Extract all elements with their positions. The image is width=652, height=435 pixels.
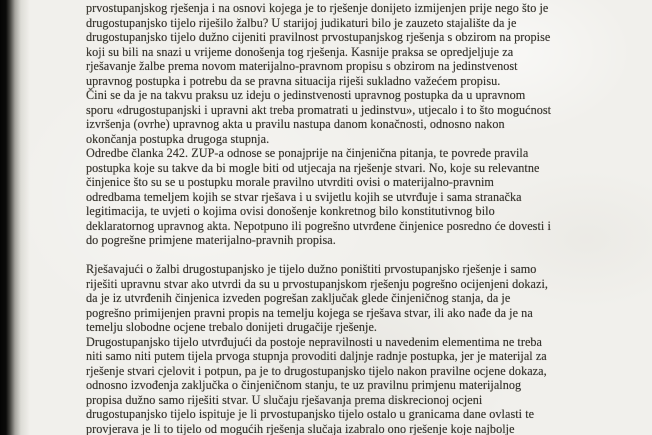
text-line: Odredbe članka 242. ZUP-a odnose se ponajprije na činjenična pitanja, te povrede pravila <box>86 146 529 160</box>
text-line: odnosno izvođenja zaključka o činjeničnom stanju, te uz pravilnu primjenu materijalnog <box>86 378 522 392</box>
text-line: rješenje stvari cjelovit i potpun, pa je to drugostupanjsko tijelo nakon pravilne ocjene dokaza, <box>86 363 547 378</box>
blank-line <box>86 248 622 263</box>
text-line: Drugostupanjsko tijelo utvrđujući da postoje nepravilnosti u navedenim elementima ne treba <box>86 334 543 349</box>
text-line: propisa dužno samo riješiti stvar. U slučaju rješavanja prema diskrecionoj ocjeni <box>86 392 483 407</box>
text-line: Rješavajući o žalbi drugostupanjsko je tijelo dužno poništiti prvostupanjsko rješenje i samo <box>86 262 537 276</box>
text-line: koji su bili na snazi u vrijeme donošenja tog rješenja. Kasnije praksa se opredjeljuje za <box>86 44 514 59</box>
text-line: okončanja postupka drugoga stupnja. <box>86 131 270 146</box>
text-line: upravnog postupka i potrebu da se pravna situacija riješi sukladno važećem propisu. <box>86 73 501 88</box>
text-line: provjerava je li to tijelo od mogućih rješenja slučaja izabralo ono rješenje koje najbolje <box>86 421 515 435</box>
text-line: činjenice što su se u postupku morale pravilno utvrditi ovisi o materijalno-pravnim <box>86 175 494 189</box>
text-line: niti samo niti putem tijela prvoga stupnja provoditi daljnje radnje postupka, jer je materijal za <box>86 349 547 363</box>
text-line: da je iz utvrđenih činjenica izveden pogrešan zaključak glede činjeničnog stanja, da je <box>86 291 511 305</box>
text-line: legitimacija, te uvjeti o kojima ovisi donošenje konkretnog bilo konstitutivnog bilo <box>86 204 495 218</box>
text-line: Čini se da je na takvu praksu uz ideju o jedinstvenosti upravnog postupka da u upravnom <box>86 88 526 102</box>
text-line: drugostupanjsko tijelo dužno cijeniti pravilnost prvostupanjskog rješenja s obzirom na propise <box>86 30 551 44</box>
text-line: drugostupanjsko tijelo ispituje je li prvostupanjsko tijelo ostalo u granicama dane ovlasti te <box>86 407 535 421</box>
text-line: drugostupanjsko tijelo riješilo žalbu? U starijoj judikaturi bilo je zauzeto stajalište da je <box>86 15 517 30</box>
scan-gutter-shadow <box>0 0 34 435</box>
document-text <box>86 1 622 435</box>
text-line: postupka koje su takve da bi mogle biti od utjecaja na rješenje stvari. No, koje su relevantne <box>86 160 540 175</box>
text-line: sporu «drugostupanjski i upravni akt treba promatrati u jedinstvu», utjecalo i to što mogućnost <box>86 102 552 117</box>
text-line: prvostupanjskog rješenja i na osnovi kojega je to rješenje donijeto izmijenjen prije nego što je <box>86 1 549 15</box>
text-line: temelju slobodne ocjene trebalo donijeti drugačije rješenje. <box>86 320 377 334</box>
text-line: odredbama temeljem kojih se stvar rješava i u svijetlu kojih se utvrđuje i sama stranačka <box>86 189 522 204</box>
text-line: rješavanje žalbe prema novom materijalno-pravnom propisu s obzirom na jedinstvenost <box>86 59 518 73</box>
text-line: riješiti upravnu stvar ako utvrdi da su u prvostupanjskom rješenju pogrešno ocijenjeni dokazi, <box>86 276 548 291</box>
text-line: deklaratornog upravnog akta. Nepotpuno ili pogrešno utvrđene činjenice posredno će dovesti i <box>86 218 551 233</box>
text-line: izvršenja (ovrhe) upravnog akta u pravilu nastupa danom konačnosti, odnosno nakon <box>86 117 505 131</box>
text-line: do pogrešne primjene materijalno-pravnih propisa. <box>86 233 336 247</box>
text-line: pogrešno primijenjen pravni propis na temelju kojega se rješava stvar, ili ako nađe da je na <box>86 305 533 320</box>
